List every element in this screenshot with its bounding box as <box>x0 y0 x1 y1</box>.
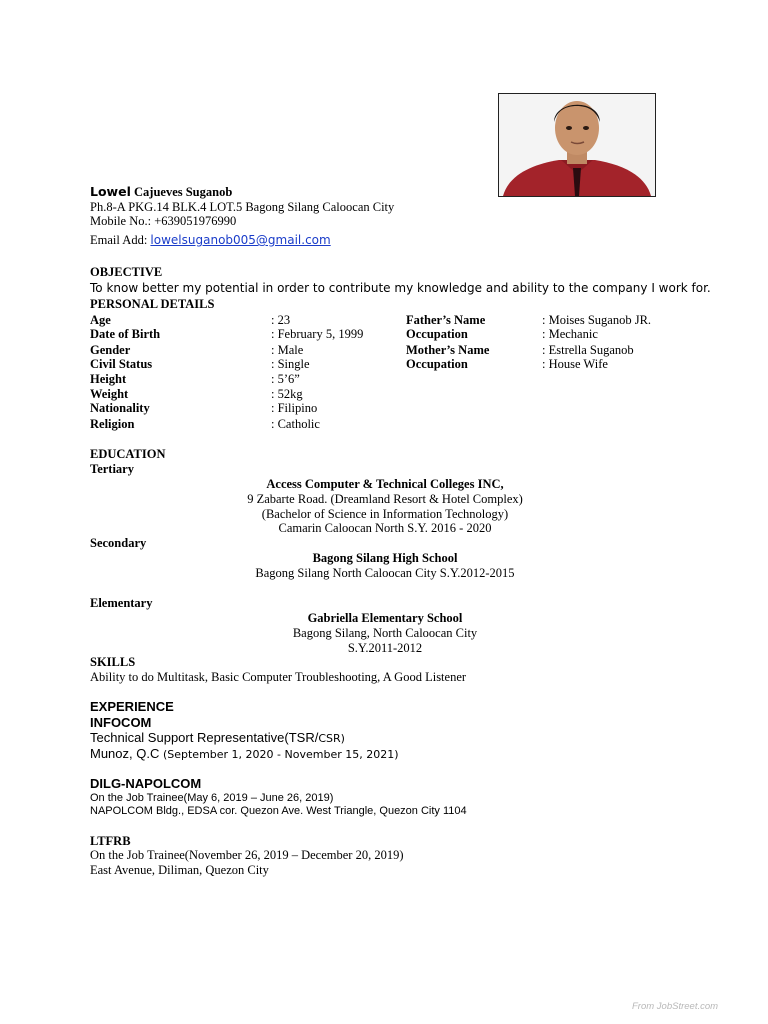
detail-value-weight: : 52kg <box>271 387 303 401</box>
email-link[interactable]: lowelsuganob005@gmail.com <box>150 233 331 247</box>
detail-label-father-occupation: Occupation <box>406 327 468 341</box>
detail-label-civil-status: Civil Status <box>90 357 153 371</box>
elementary-school: Gabriella Elementary School <box>307 611 463 625</box>
infocom-location-line <box>90 746 399 762</box>
detail-value-gender: : Male <box>271 343 304 357</box>
detail-label-gender: Gender <box>90 343 131 357</box>
dilg-role: On the Job Trainee(May 6, 2019 – June 26, 2019) <box>90 792 334 804</box>
elementary-line-2: S.Y.2011-2012 <box>347 641 423 655</box>
infocom-company: INFOCOM <box>90 715 152 730</box>
detail-value-father-occupation: : Mechanic <box>542 327 598 341</box>
tertiary-school: Access Computer & Technical Colleges INC, <box>266 477 504 491</box>
infocom-location: Munoz, Q.C <box>90 746 163 761</box>
elementary-label: Elementary <box>90 596 153 610</box>
detail-label-father-name: Father’s Name <box>406 313 486 327</box>
detail-value-nationality: : Filipino <box>271 401 318 415</box>
detail-label-dob: Date of Birth <box>90 327 161 341</box>
objective-heading: OBJECTIVE <box>90 265 163 279</box>
ltfrb-address: East Avenue, Diliman, Quezon City <box>90 863 269 877</box>
tertiary-label: Tertiary <box>90 462 134 476</box>
infocom-dates: (September 1, 2020 - November 15, 2021) <box>162 748 399 761</box>
education-heading: EDUCATION <box>90 447 166 461</box>
skills-heading: SKILLS <box>90 655 136 669</box>
detail-label-mother-name: Mother’s Name <box>406 343 490 357</box>
objective-text: To know better my potential in order to contribute my knowledge and ability to the company I work for. <box>90 281 711 295</box>
email-label: Email Add: <box>90 233 151 247</box>
email-line <box>90 233 331 248</box>
ltfrb-company: LTFRB <box>90 834 131 848</box>
detail-label-religion: Religion <box>90 417 135 431</box>
detail-value-civil-status: : Single <box>271 357 310 371</box>
infocom-role-text: Technical Support Representative(TSR/ <box>90 730 319 745</box>
detail-label-age: Age <box>90 313 111 327</box>
dilg-address: NAPOLCOM Bldg., EDSA cor. Quezon Ave. West Triangle, Quezon City 1104 <box>90 805 467 817</box>
tertiary-line-1: 9 Zabarte Road. (Dreamland Resort & Hotel Complex) <box>247 492 523 506</box>
detail-label-height: Height <box>90 372 127 386</box>
skills-text: Ability to do Multitask, Basic Computer Troubleshooting, A Good Listener <box>90 670 467 684</box>
detail-value-father-name: : Moises Suganob JR. <box>542 313 652 327</box>
detail-value-height: : 5’6” <box>271 372 300 386</box>
dilg-company: DILG-NAPOLCOM <box>90 776 202 791</box>
experience-heading: EXPERIENCE <box>90 699 174 714</box>
secondary-label: Secondary <box>90 536 147 550</box>
tertiary-line-2: (Bachelor of Science in Information Technology) <box>261 507 509 521</box>
detail-value-mother-occupation: : House Wife <box>542 357 608 371</box>
infocom-role-small: CSR) <box>318 732 345 745</box>
applicant-last-names: Cajueves Suganob <box>130 185 233 199</box>
secondary-line-1: Bagong Silang North Caloocan City S.Y.2012-2015 <box>255 566 515 580</box>
detail-value-mother-name: : Estrella Suganob <box>542 343 634 357</box>
personal-details-heading: PERSONAL DETAILS <box>90 297 215 311</box>
jobstreet-watermark: From JobStreet.com <box>632 1001 719 1012</box>
address: Ph.8-A PKG.14 BLK.4 LOT.5 Bagong Silang Caloocan City <box>90 200 395 214</box>
elementary-line-1: Bagong Silang, North Caloocan City <box>292 626 478 640</box>
detail-label-mother-occupation: Occupation <box>406 357 468 371</box>
infocom-role <box>90 730 345 746</box>
detail-label-weight: Weight <box>90 387 129 401</box>
ltfrb-role: On the Job Trainee(November 26, 2019 – December 20, 2019) <box>90 848 404 862</box>
detail-label-nationality: Nationality <box>90 401 150 415</box>
profile-photo <box>498 93 656 197</box>
applicant-first-name: Lowel <box>90 184 131 199</box>
detail-value-age: : 23 <box>271 313 291 327</box>
secondary-school: Bagong Silang High School <box>312 551 458 565</box>
applicant-name <box>90 184 232 200</box>
mobile-number: Mobile No.: +639051976990 <box>90 214 237 228</box>
detail-value-dob: : February 5, 1999 <box>271 327 364 341</box>
tertiary-line-3: Camarin Caloocan North S.Y. 2016 - 2020 <box>278 521 492 535</box>
detail-value-religion: : Catholic <box>271 417 320 431</box>
